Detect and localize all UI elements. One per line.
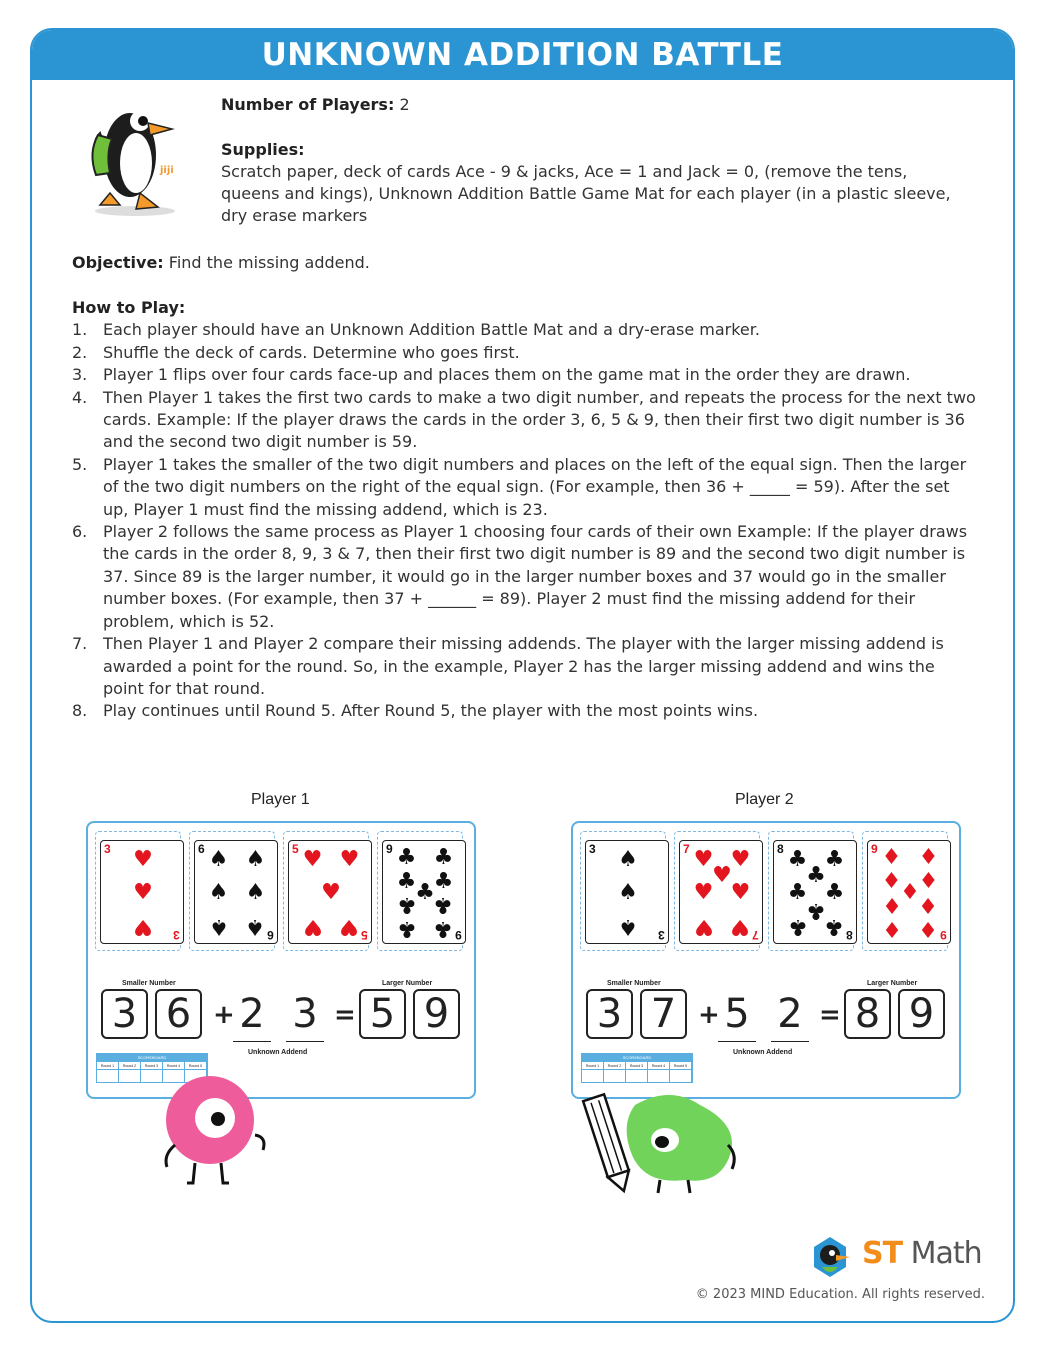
scoreboard-round-header: Round 1 [97,1062,119,1070]
scoreboard-score-row [582,1070,692,1082]
objective-line: Objective: Find the missing addend. [72,253,370,272]
suit-pip-icon: ♠ [618,914,638,940]
card-rank: 9 [386,842,393,856]
suit-pip-icon: ♣ [415,880,435,905]
step-text: Then Player 1 takes the first two cards to make a two digit number, and repeats the process for the next two cards. Example: If the player draws the cards in the order 3, 6, 5 & 9, then their first two digit number is 36 and the second two digit number is 59. [103,387,976,452]
scoreboard-cell [604,1070,626,1082]
suit-pip-icon: ♣ [787,846,808,872]
step-item [72,454,977,521]
suit-pip-icon: ♣ [433,916,454,942]
scoreboard-cell [626,1070,648,1082]
step-number: 4. [72,387,88,407]
suit-pip-icon: ♦ [900,880,920,905]
suit-pip-icon: ♦ [881,916,902,942]
scoreboard-header-row [582,1062,692,1070]
smaller-number-label: Smaller Number [122,980,176,987]
playing-card [100,840,184,944]
scoreboard-round-header: Round 5 [670,1062,692,1070]
card-slot [768,831,854,951]
scoreboard-cell [670,1070,692,1082]
suit-pip-icon: ♣ [806,897,826,923]
scoreboard-round-header: Round 4 [648,1062,670,1070]
card-slot [580,831,666,951]
suit-pip-icon: ♥ [302,846,323,872]
suit-pip-icon: ♥ [693,880,714,905]
card-rank-bottom: 3 [173,928,180,942]
playing-card [194,840,278,944]
suit-pip-icon: ♣ [787,914,808,940]
addend-tens: 2 [233,991,271,1042]
suit-pip-icon: ♠ [208,914,229,940]
playing-card [288,840,372,944]
card-rank-bottom: 9 [940,928,947,942]
card-slot [95,831,181,951]
scoreboard-round-header: Round 4 [163,1062,185,1070]
suit-pip-icon: ♠ [618,846,638,872]
suit-pip-icon: ♣ [396,892,417,918]
scoreboard [581,1053,693,1083]
step-item [72,633,977,700]
suit-pip-icon: ♠ [618,880,638,905]
scoreboard-round-header: Round 3 [141,1062,163,1070]
step-text: Player 2 follows the same process as Player 1 choosing four cards of their own Example: If the player draws the cards in the order 8, 9, 3 & 7, then their first two digit number is 89 and the second two digit number is 37. Since 89 is the larger number, it would go in the larger number boxes and 37 would go in the smaller number boxes. (For example, then 37 + ______ = 89). Player 2 must find the missing addend for their problem, which is 52. [103,522,968,631]
step-item [72,700,977,722]
step-item [72,521,977,633]
how-to-play-section [72,297,977,723]
equals-sign: = [334,1000,356,1030]
plus-sign: + [698,1000,720,1030]
larger-tens-box: 8 [844,989,891,1039]
suit-pip-icon: ♥ [339,846,360,872]
step-text: Shuffle the deck of cards. Determine who goes first. [103,342,520,362]
penguin-name-label: jiji [160,165,174,176]
suit-pip-icon: ♠ [245,846,266,872]
smaller-ones-box: 6 [155,989,202,1039]
step-item [72,387,977,454]
scoreboard-title: SCOREBOARD [582,1054,692,1062]
unknown-addend-label: Unknown Addend [248,1049,308,1056]
larger-ones-box: 9 [413,989,460,1039]
suit-pip-icon: ♥ [730,914,751,940]
suit-pip-icon: ♥ [133,914,153,940]
scoreboard-round-header: Round 5 [185,1062,207,1070]
smaller-number-label: Smaller Number [607,980,661,987]
card-rank: 3 [104,842,111,856]
larger-ones-box: 9 [898,989,945,1039]
suit-pip-icon: ♣ [396,916,417,942]
suit-pip-icon: ♥ [321,880,341,905]
suit-pip-icon: ♣ [396,868,417,894]
card-slot [674,831,760,951]
suit-pip-icon: ♦ [881,844,902,870]
smaller-tens-box: 3 [586,989,633,1039]
smaller-ones-box: 7 [640,989,687,1039]
scoreboard-round-header: Round 2 [604,1062,626,1070]
player-2-label: Player 2 [735,791,794,808]
player-1-label: Player 1 [251,791,310,808]
supplies-heading: Supplies: [221,140,305,159]
step-number: 3. [72,365,88,385]
step-text: Play continues until Round 5. After Round 5, the player with the most points wins. [103,701,759,721]
suit-pip-icon: ♠ [245,914,266,940]
suit-pip-icon: ♥ [730,846,751,872]
larger-tens-box: 5 [359,989,406,1039]
card-slot [283,831,369,951]
step-text: Each player should have an Unknown Addition Battle Mat and a dry-erase marker. [103,320,760,340]
suit-pip-icon: ♥ [302,914,323,940]
card-rank-bottom: 9 [455,928,462,942]
suit-pip-icon: ♥ [693,846,714,872]
scoreboard-round-header: Round 3 [626,1062,648,1070]
suit-pip-icon: ♠ [208,880,229,905]
equals-sign: = [819,1000,841,1030]
step-number: 7. [72,634,88,654]
step-number: 5. [72,454,88,474]
step-text: Then Player 1 and Player 2 compare their missing addends. The player with the larger missing addend is awarded a point for the round. So, in the example, Player 2 has the larger missing addend and wins the point for that round. [103,634,944,698]
addend-ones: 3 [286,991,324,1042]
players-line: Number of Players: 2 [221,95,410,114]
scoreboard-cell [582,1070,604,1082]
step-text: Player 1 flips over four cards face-up and places them on the game mat in the order they are drawn. [103,365,911,385]
suit-pip-icon: ♦ [881,892,902,918]
suit-pip-icon: ♦ [918,844,939,870]
scoreboard-round-header: Round 2 [119,1062,141,1070]
suit-pip-icon: ♣ [787,880,808,905]
addend-ones: 2 [771,991,809,1042]
suit-pip-icon: ♣ [824,880,845,905]
playing-card [773,840,857,944]
suit-pip-icon: ♥ [730,880,751,905]
card-rank-bottom: 3 [658,928,665,942]
card-rank: 3 [589,842,596,856]
scoreboard-title: SCOREBOARD [97,1054,207,1062]
playing-card [867,840,951,944]
playing-card [585,840,669,944]
suit-pip-icon: ♥ [339,914,360,940]
card-rank-bottom: 6 [267,928,274,942]
unknown-addend-label: Unknown Addend [733,1049,793,1056]
plus-sign: + [213,1000,235,1030]
page-title: UNKNOWN ADDITION BATTLE [261,37,784,73]
step-number: 6. [72,522,88,542]
suit-pip-icon: ♥ [133,880,153,905]
smaller-tens-box: 3 [101,989,148,1039]
pink-donut-character-icon [155,1075,270,1190]
suit-pip-icon: ♣ [824,914,845,940]
card-slot [377,831,463,951]
card-rank-bottom: 7 [752,928,759,942]
copyright-text: © 2023 MIND Education. All rights reserved. [695,1287,985,1302]
scoreboard-cell [97,1070,119,1082]
larger-number-label: Larger Number [382,980,433,987]
suit-pip-icon: ♥ [712,863,732,889]
suit-pip-icon: ♦ [918,916,939,942]
playing-card [679,840,763,944]
card-rank-bottom: 5 [361,928,368,942]
suit-pip-icon: ♣ [396,844,417,870]
title-bar [32,30,1013,80]
how-to-play-heading: How to Play: [72,298,186,317]
card-rank: 9 [871,842,878,856]
card-rank: 8 [777,842,784,856]
card-rank: 5 [292,842,299,856]
suit-pip-icon: ♥ [693,914,714,940]
suit-pip-icon: ♣ [433,844,454,870]
step-text: Player 1 takes the smaller of the two digit numbers and places on the left of the equal sign. Then the larger of the two digit numbers on the right of the equal sign. (For example, then 36 + _____ = 59). After the set up, Player 1 must find the missing addend, which is 23. [103,454,967,519]
suit-pip-icon: ♣ [433,892,454,918]
scoreboard-cell [119,1070,141,1082]
suit-pip-icon: ♠ [208,846,229,872]
intro-section [221,94,961,227]
suit-pip-icon: ♦ [918,892,939,918]
suit-pip-icon: ♣ [806,863,826,889]
suit-pip-icon: ♦ [918,868,939,894]
suit-pip-icon: ♦ [881,868,902,894]
card-rank-bottom: 8 [846,928,853,942]
step-item [72,342,977,364]
card-slot [862,831,948,951]
suit-pip-icon: ♣ [824,846,845,872]
scoreboard-round-header: Round 1 [582,1062,604,1070]
step-number: 2. [72,342,88,362]
larger-number-label: Larger Number [867,980,918,987]
suit-pip-icon: ♥ [133,846,153,872]
scoreboard-cell [648,1070,670,1082]
suit-pip-icon: ♠ [245,880,266,905]
playing-card [382,840,466,944]
penguin-mascot-icon [80,93,190,218]
step-number: 1. [72,320,88,340]
scoreboard-header-row [97,1062,207,1070]
green-blob-character-icon [580,1085,745,1197]
player-2-game-mat [571,821,961,1099]
card-rank: 6 [198,842,205,856]
supplies-text: Scratch paper, deck of cards Ace - 9 & jacks, Ace = 1 and Jack = 0, (remove the tens, queens and kings), Unknown Addition Battle Game Mat for each player (in a plastic sleeve, dry erase markers [221,162,951,225]
step-item [72,364,977,386]
card-slot [189,831,275,951]
player-1-game-mat [86,821,476,1099]
step-number: 8. [72,701,88,721]
suit-pip-icon: ♣ [433,868,454,894]
step-item [72,319,977,341]
st-math-brand-text: ST Math [862,1236,982,1271]
steps-list [72,319,977,722]
addend-tens: 5 [718,991,756,1042]
card-rank: 7 [683,842,690,856]
